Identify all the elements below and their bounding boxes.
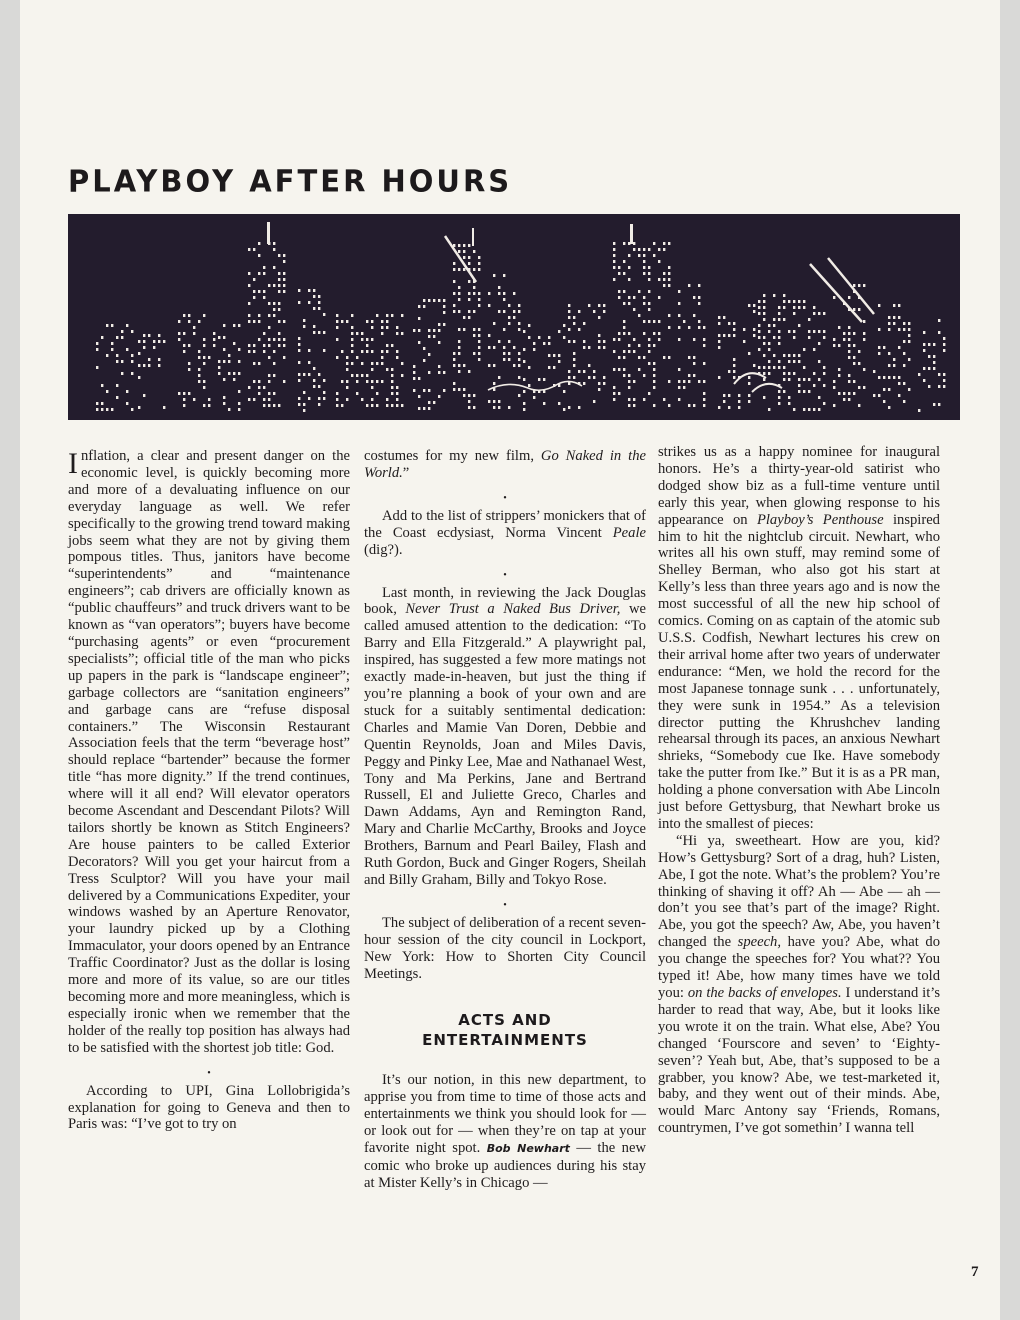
strippers-paragraph: Add to the list of strippers’ monickers that of the Coast ecdysiast, Norma Vincent Peale (dig?). xyxy=(364,507,646,558)
page-title: PLAYBOY AFTER HOURS xyxy=(68,163,513,199)
council-paragraph: The subject of deliberation of a recent seven-hour session of the city council in Lockport, New York: How to Shorten City Council Meetings. xyxy=(364,914,646,982)
drop-cap: I xyxy=(68,447,78,480)
performer-name: Bob Newhart xyxy=(486,1142,570,1156)
section-bullet: • xyxy=(503,569,507,581)
article-column-1 xyxy=(68,448,350,1133)
page-number: 7 xyxy=(971,1264,979,1280)
lollobrigida-continued: costumes for my new film, Go Naked in the World.” xyxy=(364,448,646,481)
film-title: Go Naked in the World. xyxy=(364,448,646,481)
section-bullet: • xyxy=(207,1067,211,1079)
lincoln-monologue: “Hi ya, sweetheart. How are you, kid? How’s Gettysburg? Sort of a drag, huh? Listen, Abe, I got the note. What’s the problem? You’re thinking of shaving it off? Ah — Abe — ah — don’t you see that’s part of the image? Right. Abe, you got the speech? Aw, Abe, you haven’t changed the speech, have you? Abe, what do you change the speeches for? You what?? You typed it! Abe, how many times have we told you: on the backs of envelopes. I understand it’s harder to read that way, Abe, but it looks like you wrote it on the train. What else, Abe? You changed ‘Fourscore and seven’ to ‘Eighty-seven’? Yeah but, Abe, that’s supposed to be a grabber, you know? Abe, we test-marketed it, baby, and they went out of their minds. Abe, would Marc Antony say ‘Friends, Romans, countrymen, I’ve got somethin’ I wanna tell xyxy=(658,832,941,1137)
newhart-intro-paragraph: It’s our notion, in this new department, to apprise you from time to time of those acts and entertainments we think you should look for — or look out for — when they’re on tap at your favorite night spot. Bob Newhart — the new comic who broke up audiences during his stay at Mister Kelly’s in Chicago — xyxy=(364,1072,646,1191)
section-bullet: • xyxy=(503,899,507,911)
searchlight-beam xyxy=(445,236,476,282)
newhart-paragraph: strikes us as a happy nominee for inaugural honors. He’s a thirty-year-old satirist who dodged show biz as a full-time venture until early this year, when glowing response to his appearance on Playboy’s Penthouse inspired him to hit the nightclub circuit. Newhart, who writes all his own stuff, may remind some of Shelley Berman, who also got his start at Kelly’s less than three years ago and is now the most successful of all the new hip school of comics. Coming on as captain of the atomic sub U.S.S. Codfish, Newhart lectures his crew on their arrival home after two years of underwater endurance: “Men, we hold the record for the most Japanese tonnage sunk . . . unfortunately, they were sunk in 1954.” As a television director putting the Khrushchev landing rehearsal through its paces, an anxious Newhart shrieks, “Somebody cue Ike. Have somebody take the putter from Ike.” But it is as a PR man, holding a phone conversation with Abe Lincoln just before Gettysburg, that Newhart broke us into the smallest of pieces: xyxy=(658,444,940,832)
intro-paragraph: Inflation, a clear and present danger on the economic level, is quickly becoming more and more of a devaluating influence on our everyday language as well. We refer specifically to the growing trend toward making jobs seem what they are not by giving them pompous titles. Thus, janitors have become “superintendents” and “maintenance engineers”; cab drivers are officially known as “public chauffeurs” and truck drivers want to be known as “van operators”; buyers have become “purchasing agents” or even “procurement specialists”; official title of the man who picks up papers in the park is “landscape engineer”; garbage collectors are “sanitation engineers” and garbage cans are “refuse disposal containers.” The Wisconsin Restaurant Association feels that the term “beverage host” should replace “bartender” because the former title “has more dignity.” If the trend continues, where will it all end? Will elevator operators become Ascendant and Descendant Pilots? Will tailors shortly be known as Stitch Engineers? Are house painters to be called Exterior Decorators? Will you get your haircut from a Tress Sculptor? Will you have your mail delivered by a Communications Expediter, your windows washed by an Aperture Renovator, your laundry picked up by a Clothing Immaculator, your doors opened by an Entrance Traffic Coordinator? Just as the dollar is losing more and more of its value, so are our titles becoming more and more meaningless, which is especially ironic when we remember that the holder of the really top position has always had to be satisfied with the shortest job title: God. xyxy=(68,447,350,1056)
article-column-3 xyxy=(658,444,940,1137)
dedications-paragraph: Last month, in reviewing the Jack Douglas book, Never Trust a Naked Bus Driver, we called amused attention to the dedication: “To Barry and Ella Fitzgerald.” A playwright pal, inspired, has suggested a few more matings not exactly made-in-heaven, but just the thing if you’re planning a book of your own and are stuck for a suitably sentimental dedication: Charles and Mamie Van Doren, Debbie and Quentin Reynolds, Joan and Miles Davis, Peggy and Pinky Lee, Mae and Nathanael West, Tony and Ma Perkins, Jane and Bertrand Russell, El and Juliette Greco, Charles and Dawn Addams, Ayn and Remington Rand, Mary and Charlie McCarthy, Brooks and Joyce Brothers, Barnum and Pearl Bailey, Flash and Ruth Gordon, Buck and Ginger Rogers, Sheilah and Billy Graham, Billy and Tokyo Rose. xyxy=(364,584,646,888)
book-title: Never Trust a Naked Bus Driver, xyxy=(405,601,621,618)
city-skyline-illustration xyxy=(68,214,960,420)
section-bullet: • xyxy=(503,492,507,504)
article-column-2 xyxy=(364,448,646,1192)
section-heading-acts: ACTS AND ENTERTAINMENTS xyxy=(422,1011,588,1050)
magazine-page xyxy=(20,0,1000,1320)
show-title: Playboy’s Penthouse xyxy=(756,511,884,528)
lollobrigida-paragraph: According to UPI, Gina Lollobrigida’s explanation for going to Geneva and then to Paris was: “I’ve got to try on xyxy=(68,1082,350,1133)
